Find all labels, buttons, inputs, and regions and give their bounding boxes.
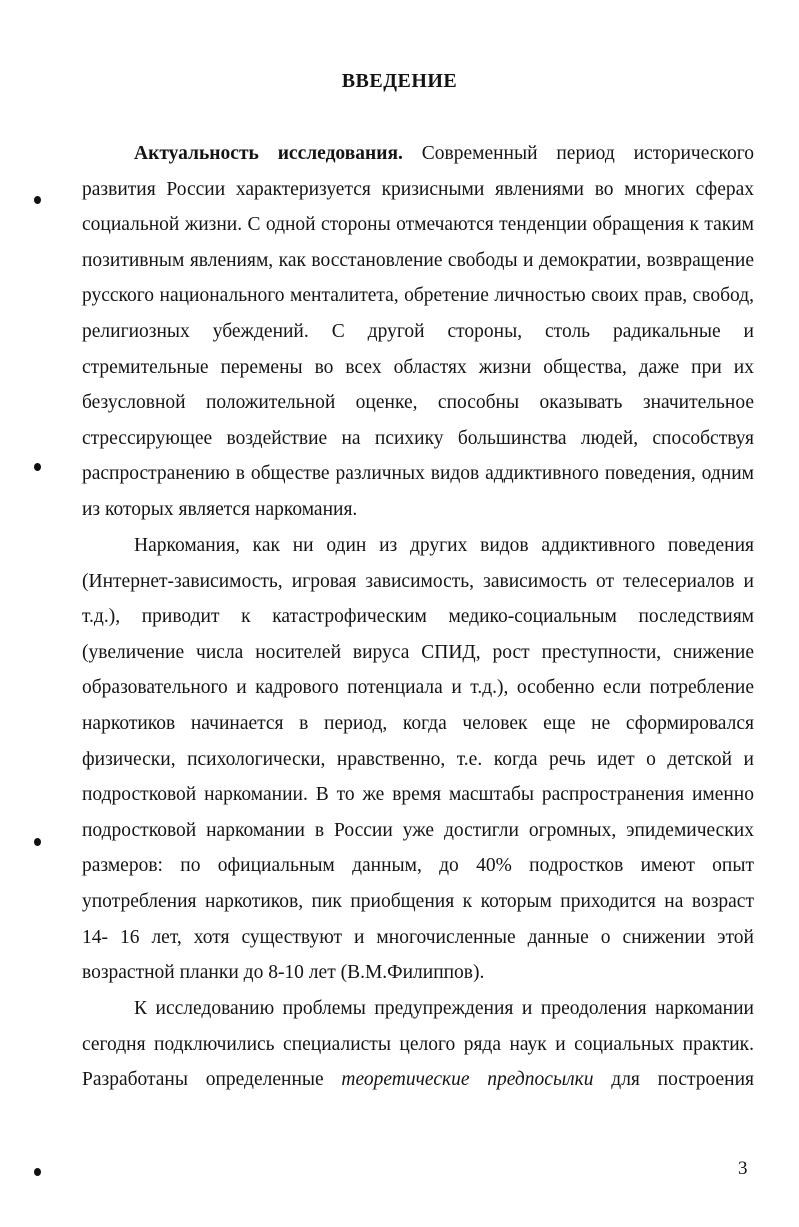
text-line: русского национального менталитета, обретение личностью своих прав, свобод, xyxy=(82,285,754,307)
paragraph-relevance xyxy=(82,136,754,528)
binder-hole-mark xyxy=(34,196,41,204)
text-line: подростковой наркомании. В то же время масштабы распространения именно xyxy=(82,784,754,806)
text-line: подростковой наркомании в России уже достигли огромных, эпидемических xyxy=(82,819,754,841)
text-line: сегодня подключились специалисты целого ряда наук и социальных практик. xyxy=(82,1033,754,1055)
section-lead: Актуальность исследования. xyxy=(134,143,403,164)
text-line: стрессирующее воздействие на психику большинства людей, способствуя xyxy=(82,427,754,449)
text-line: Актуальность исследования. Современный период исторического xyxy=(134,143,754,164)
text-line: развития России характеризуется кризисными явлениями во многих сферах xyxy=(82,178,754,200)
text-line: употребления наркотиков, пик приобщения к которым приходится на возраст xyxy=(82,890,754,912)
text-line: стремительные перемены во всех областях жизни общества, даже при их xyxy=(82,356,754,378)
binder-hole-mark xyxy=(34,838,41,846)
text-line: К исследованию проблемы предупреждения и преодоления наркомании xyxy=(134,998,754,1019)
text-line: наркотиков начинается в период, когда человек еще не сформировался xyxy=(82,712,754,734)
text-line: возрастной планки до 8-10 лет (В.М.Филиппов). xyxy=(82,962,485,984)
text-line: религиозных убеждений. С другой стороны, столь радикальные и xyxy=(82,320,754,342)
text-line: т.д.), приводит к катастрофическим медико-социальным последствиям xyxy=(82,606,754,628)
text-line: из которых является наркомания. xyxy=(82,498,358,520)
text-line: социальной жизни. С одной стороны отмечаются тенденции обращения к таким xyxy=(82,214,754,236)
text-line: Разработаны определенные теоретические предпосылки для построения xyxy=(82,1069,754,1091)
binder-hole-mark xyxy=(34,463,41,471)
text-line: 14- 16 лет, хотя существуют и многочисленные данные о снижении этой xyxy=(82,926,754,948)
italic-phrase: теоретические предпосылки xyxy=(341,1069,594,1091)
paragraph-research xyxy=(82,991,754,1098)
page-title: ВВЕДЕНИЕ xyxy=(341,70,458,92)
text-line: (Интернет-зависимость, игровая зависимость, зависимость от телесериалов и xyxy=(82,570,754,592)
text-line: образовательного и кадрового потенциала и т.д.), особенно если потребление xyxy=(82,677,754,699)
text-line: безусловной положительной оценке, способны оказывать значительное xyxy=(82,392,754,414)
text-line: Наркомания, как ни один из других видов аддиктивного поведения xyxy=(134,535,754,556)
paragraph-addiction xyxy=(82,528,754,991)
binder-hole-mark xyxy=(34,1168,41,1176)
text-line: размеров: по официальным данным, до 40% подростков имеют опыт xyxy=(82,855,754,877)
text-line: позитивным явлениям, как восстановление свободы и демократии, возвращение xyxy=(82,249,754,271)
text-line: распространению в обществе различных видов аддиктивного поведения, одним xyxy=(82,463,754,485)
text-line: физически, психологически, нравственно, т.е. когда речь идет о детской и xyxy=(82,748,754,770)
page-number: 3 xyxy=(738,1158,748,1179)
text-line: (увеличение числа носителей вируса СПИД, рост преступности, снижение xyxy=(82,641,754,663)
